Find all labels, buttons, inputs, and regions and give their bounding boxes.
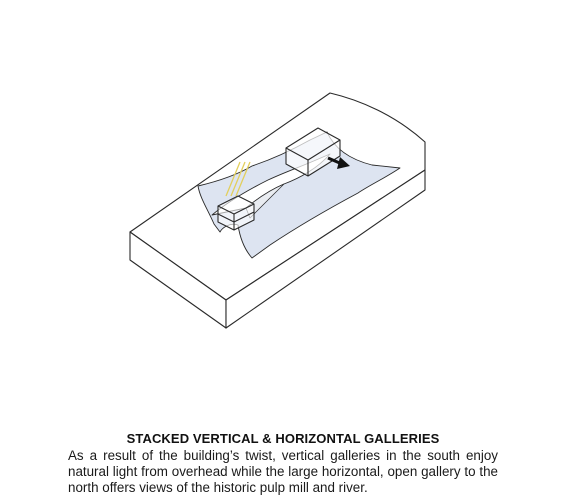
caption: [68, 430, 498, 496]
caption-title: STACKED VERTICAL & HORIZONTAL GALLERIES: [126, 431, 440, 446]
caption-body: As a result of the building’s twist, vertical galleries in the south enjoy natural light from overhead while the large horizontal, open gallery to the north offers views of the historic pulp mill and river.: [68, 448, 498, 495]
